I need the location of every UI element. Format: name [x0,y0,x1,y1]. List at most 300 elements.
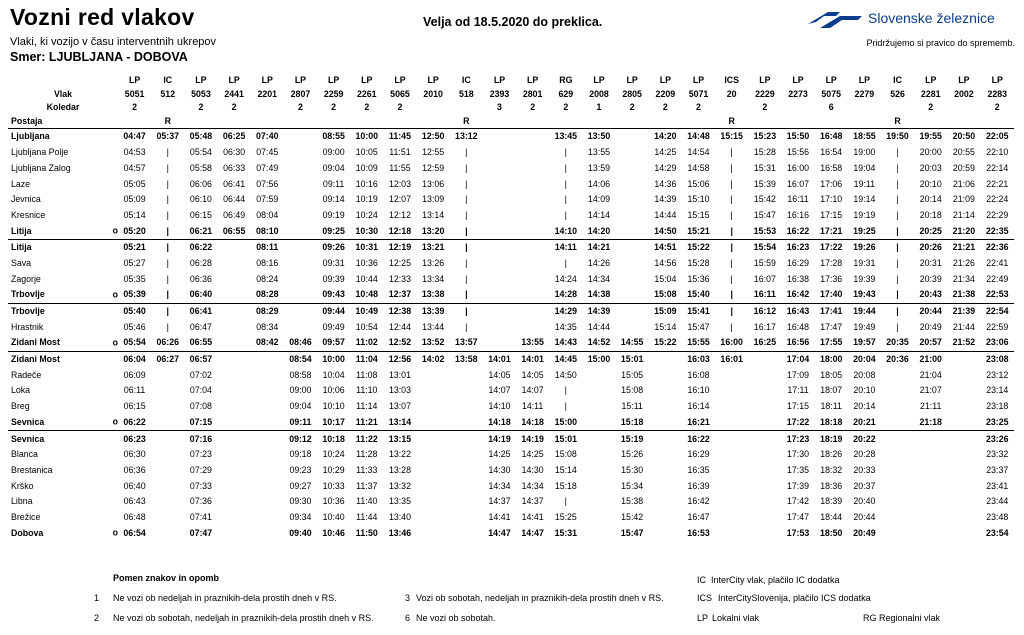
time-cell: 15:47 [687,321,710,332]
time-cell: 08:04 [256,209,279,220]
time-cell [516,129,549,145]
time-cell [251,399,284,415]
train-number: 2279 [854,88,875,99]
time-cell: 15:34 [621,480,644,491]
time-cell: 07:41 [189,511,212,522]
train-type: IC [461,75,471,86]
time-cell: 16:23 [781,239,814,255]
station-row [8,525,1014,541]
time-cell: 19:11 [853,178,876,189]
time-cell [284,271,317,287]
time-cell: 15:23 [753,131,777,142]
time-cell [151,399,184,415]
train-type: LP [228,75,240,86]
time-cell: 15:22 [654,337,677,348]
time-cell [251,431,284,447]
reservation-mark [682,115,715,129]
time-cell: 15:31 [554,527,578,538]
station-row [8,303,1014,319]
train-type: LP [294,75,307,86]
time-cell: | [730,162,733,173]
time-cell [582,399,615,415]
time-cell: | [896,257,899,268]
time-cell [218,271,251,287]
time-cell: 12:56 [383,351,416,367]
reservation-mark [582,115,615,129]
calendar-note: 2 [563,102,569,113]
time-cell: 17:42 [787,496,810,507]
time-cell [284,207,317,223]
time-cell: 18:11 [820,401,842,412]
time-cell: 09:00 [322,147,345,158]
time-cell: 22:21 [986,178,1009,189]
time-cell: 10:18 [317,431,350,447]
reservation-mark [914,115,947,129]
time-cell [649,399,682,415]
time-cell: 06:44 [223,194,246,205]
time-cell: 08:34 [256,321,279,332]
time-cell: 15:10 [687,194,710,205]
time-cell: 07:02 [189,369,212,380]
time-cell: 17:35 [787,464,810,475]
time-cell: 10:46 [322,527,345,538]
time-cell: 14:09 [587,194,610,205]
time-cell: 14:25 [521,449,544,460]
time-cell: 06:25 [222,131,246,142]
time-cell: 18:18 [819,416,843,427]
train-type: LP [327,75,340,86]
time-cell: 16:10 [687,385,710,396]
time-cell: 20:43 [919,289,942,300]
time-cell: 17:09 [787,369,810,380]
train-type: RG [559,75,573,86]
time-cell [947,525,980,541]
time-cell: 10:48 [355,289,379,300]
time-cell: 17:06 [820,178,843,189]
time-cell: 21:11 [920,401,942,412]
timetable [8,74,1014,541]
time-cell: 15:05 [621,369,644,380]
station-name [8,207,118,223]
time-cell: 06:43 [123,496,146,507]
time-cell: 12:07 [388,194,411,205]
time-cell: 06:55 [189,337,213,348]
time-cell: | [450,239,483,255]
time-cell: 14:26 [587,257,610,268]
time-cell: 21:20 [952,225,976,236]
calendar-note [848,101,881,115]
train-type: LP [958,75,970,86]
time-cell: 16:35 [687,464,710,475]
train-type: LP [527,75,539,86]
time-cell: | [465,209,468,220]
time-cell [947,351,980,367]
reservation-mark [980,115,1014,129]
time-cell [417,399,450,415]
calendar-note: 2 [364,102,370,113]
station-row [8,335,1014,351]
time-cell: | [564,194,567,205]
time-cell: 11:10 [356,385,378,396]
time-cell: 13:46 [388,527,412,538]
time-cell [649,431,682,447]
time-cell [218,367,251,383]
time-cell: 12:03 [388,178,411,189]
time-cell: 10:09 [355,162,378,173]
time-cell [151,510,184,526]
reservation-mark [516,115,549,129]
time-cell: 11:14 [356,401,378,412]
time-cell [450,431,483,447]
time-cell [218,525,251,541]
time-cell [947,462,980,478]
time-cell: 11:44 [356,511,378,522]
calendar-note: 2 [662,102,668,113]
station-label: Krško [11,480,34,491]
time-cell: 14:47 [488,527,511,538]
time-cell [417,510,450,526]
time-cell: 11:50 [355,527,378,538]
time-cell [649,494,682,510]
time-cell [748,351,781,367]
time-cell [881,383,914,399]
time-cell: 19:50 [886,131,909,142]
train-type: IC [893,75,902,86]
time-cell: 21:18 [919,416,942,427]
reservation-mark [649,115,682,129]
time-cell: 06:49 [223,209,246,220]
calendar-note: 2 [331,102,337,113]
time-cell: 06:04 [118,351,151,367]
train-number: 2002 [954,88,974,99]
time-cell: 15:00 [554,416,578,427]
time-cell: 20:49 [919,321,942,332]
calendar-note: 2 [928,102,934,113]
time-cell: 20:08 [853,369,876,380]
time-cell: 21:39 [947,303,980,319]
time-cell: 22:59 [986,321,1009,332]
time-cell [914,462,947,478]
time-cell: 14:58 [687,162,710,173]
station-name [8,447,118,463]
time-cell [483,207,516,223]
time-cell: 14:20 [587,225,611,236]
calendar-note: 2 [530,102,536,113]
train-number-row [8,88,1014,102]
time-cell: 21:26 [952,257,975,268]
time-cell: | [166,209,169,220]
train-type: IC [163,75,173,86]
reservation-mark [218,115,251,129]
reservation-mark [483,115,516,129]
station-name [8,462,118,478]
time-cell: 14:37 [521,496,544,507]
station-name [8,271,118,287]
time-cell [649,351,682,367]
time-cell [649,367,682,383]
time-cell: | [730,194,733,205]
time-cell: 15:54 [748,239,781,255]
time-cell: 17:15 [820,209,843,220]
time-cell [516,223,549,239]
time-cell: 14:07 [521,385,544,396]
time-cell [616,176,649,192]
time-cell [715,399,748,415]
time-cell [715,383,748,399]
station-label: Jevnica [11,194,41,205]
time-cell [914,431,947,447]
time-cell: 19:26 [848,239,881,255]
time-cell [516,176,549,192]
time-cell: 22:49 [986,273,1009,284]
time-cell [251,525,284,541]
calendar-note [715,101,748,115]
time-cell: 11:02 [355,337,378,348]
time-cell [748,414,781,430]
time-cell: 20:04 [848,351,881,367]
time-cell: 14:30 [488,464,511,475]
station-label: Radeče [11,369,42,380]
time-cell: 10:29 [322,464,345,475]
time-cell: 10:36 [322,496,345,507]
time-cell: 22:36 [980,239,1014,255]
station-name [8,192,118,208]
station-name [8,160,118,176]
time-cell: 20:59 [952,162,975,173]
time-cell [483,160,516,176]
time-cell: 13:40 [388,511,411,522]
time-cell: 20:36 [881,351,914,367]
time-cell [151,447,184,463]
time-cell: 20:33 [853,464,876,475]
time-cell: 20:14 [919,194,942,205]
reservation-mark [184,115,217,129]
station-name [8,478,118,494]
time-cell: 20:10 [919,178,942,189]
time-cell: | [564,147,567,158]
time-cell: 16:42 [786,289,810,300]
time-cell: 15:06 [687,178,710,189]
time-cell: 04:53 [123,147,146,158]
time-cell [251,351,284,367]
station-name [8,303,118,319]
time-cell: 16:54 [820,147,843,158]
station-label: Sava [11,257,32,268]
station-label: Litija [11,242,32,253]
station-label: Ljubljana Zalog [11,162,71,173]
time-cell [251,367,284,383]
time-cell: 13:15 [383,431,416,447]
time-cell: 14:47 [521,527,544,538]
time-cell [251,494,284,510]
train-type: LP [261,75,273,86]
calendar-row [8,101,1014,115]
time-cell [218,335,251,351]
time-cell: 15:19 [616,431,649,447]
type-text: Regionalni vlak [879,613,941,623]
type-code: IC [697,575,706,585]
time-cell [483,271,516,287]
time-cell: | [166,162,169,173]
time-cell: 20:40 [853,496,876,507]
calendar-note [881,101,914,115]
time-cell [616,256,649,272]
time-cell: | [715,239,748,255]
time-cell: | [465,162,468,173]
time-cell: 08:11 [251,239,284,255]
time-cell [582,367,615,383]
time-cell [649,383,682,399]
calendar-note: 2 [198,102,204,113]
time-cell: 08:16 [256,257,279,268]
train-type: LP [493,75,506,86]
time-cell [218,287,251,303]
station-row [8,319,1014,335]
time-cell [881,414,914,430]
time-cell [151,462,184,478]
time-cell: | [450,303,483,319]
time-cell [483,223,516,239]
time-cell [582,510,615,526]
time-cell: 05:40 [118,303,151,319]
time-cell: 20:22 [848,431,881,447]
time-cell: | [465,273,468,284]
time-cell: 12:52 [388,337,412,348]
time-cell: 20:18 [919,209,942,220]
legend [8,573,1018,635]
time-cell: 05:21 [118,239,151,255]
station-row [8,431,1014,447]
time-cell: 13:22 [388,449,411,460]
time-cell: 15:22 [682,239,715,255]
time-cell: | [564,162,567,173]
time-cell: 16:58 [820,162,843,173]
time-cell: | [896,147,899,158]
time-cell: | [465,178,468,189]
time-cell: | [730,321,733,332]
time-cell: | [151,303,184,319]
time-cell [947,478,980,494]
train-number: 2273 [788,88,808,99]
note-text: Ne vozi ob sobotah. [416,613,496,623]
type-text: InterCity vlak, plačilo IC dodatka [711,575,840,585]
time-cell: | [896,321,899,332]
time-cell: 08:58 [289,369,312,380]
train-number: 2008 [589,88,609,99]
time-cell: 21:38 [952,289,976,300]
time-cell: 06:23 [118,431,151,447]
station-name [8,176,118,192]
station-label: Brežice [11,511,41,522]
time-cell: 13:09 [422,194,445,205]
time-cell: 14:44 [654,209,677,220]
time-cell: 23:48 [986,511,1009,522]
time-cell: 18:39 [820,496,843,507]
time-cell [649,478,682,494]
time-cell: 15:04 [654,273,677,284]
time-cell: 14:36 [654,178,677,189]
time-cell: 09:18 [289,449,312,460]
time-cell [284,145,317,161]
time-cell [417,494,450,510]
time-cell [218,447,251,463]
reservation-mark [317,115,350,129]
time-cell: 05:54 [123,337,146,348]
time-cell: | [730,273,733,284]
time-cell: 14:37 [488,496,511,507]
station-row [8,367,1014,383]
time-cell: 16:56 [786,337,810,348]
time-cell: | [564,401,567,412]
train-type: LP [427,75,439,86]
reservation-mark [848,115,881,129]
time-cell: 15:08 [654,289,677,300]
time-cell: 22:54 [980,303,1014,319]
time-cell: 12:25 [388,257,411,268]
station-row [8,399,1014,415]
time-cell: 17:36 [820,273,843,284]
time-cell: 17:47 [820,321,843,332]
time-cell: 23:37 [986,464,1009,475]
time-cell: 09:44 [317,303,350,319]
time-cell: 11:55 [389,162,411,173]
time-cell [218,399,251,415]
time-cell [881,399,914,415]
time-cell: 15:08 [621,385,644,396]
time-cell [417,367,450,383]
station-name [8,223,118,239]
time-cell: 17:22 [786,416,810,427]
time-cell: 09:12 [284,431,317,447]
time-cell: 17:22 [815,239,848,255]
time-cell [450,447,483,463]
train-number: 2229 [755,88,775,99]
time-cell: 05:27 [123,257,146,268]
time-cell: 06:30 [223,147,246,158]
train-type: LP [759,75,771,86]
time-cell: 12:19 [383,239,416,255]
time-cell: 06:11 [123,385,146,396]
time-cell: 13:03 [388,385,411,396]
time-cell [218,256,251,272]
time-cell: 04:57 [123,162,146,173]
time-cell: | [166,273,169,284]
time-cell [616,319,649,335]
station-row [8,145,1014,161]
time-cell: 06:27 [151,351,184,367]
time-cell: 09:57 [322,337,345,348]
time-cell: 20:50 [952,131,976,142]
time-cell: 06:40 [123,480,146,491]
time-cell [417,525,450,541]
arrival-mark: o [112,337,118,348]
train-type: LP [659,75,671,86]
time-cell [582,478,615,494]
time-cell: 15:15 [687,209,710,220]
calendar-note [151,101,184,115]
note-text: Ne vozi ob sobotah, nedeljah in praznikih-dela prostih dneh v RS. [113,613,374,623]
time-cell: 06:21 [189,225,213,236]
time-cell: 06:26 [156,337,179,348]
time-cell: | [564,385,567,396]
time-cell [450,510,483,526]
time-cell: 15:36 [687,273,710,284]
time-cell: | [730,225,733,236]
time-cell: 13:57 [455,337,478,348]
time-cell: 11:45 [388,131,411,142]
reservation-mark [748,115,781,129]
time-cell: 15:41 [682,303,715,319]
